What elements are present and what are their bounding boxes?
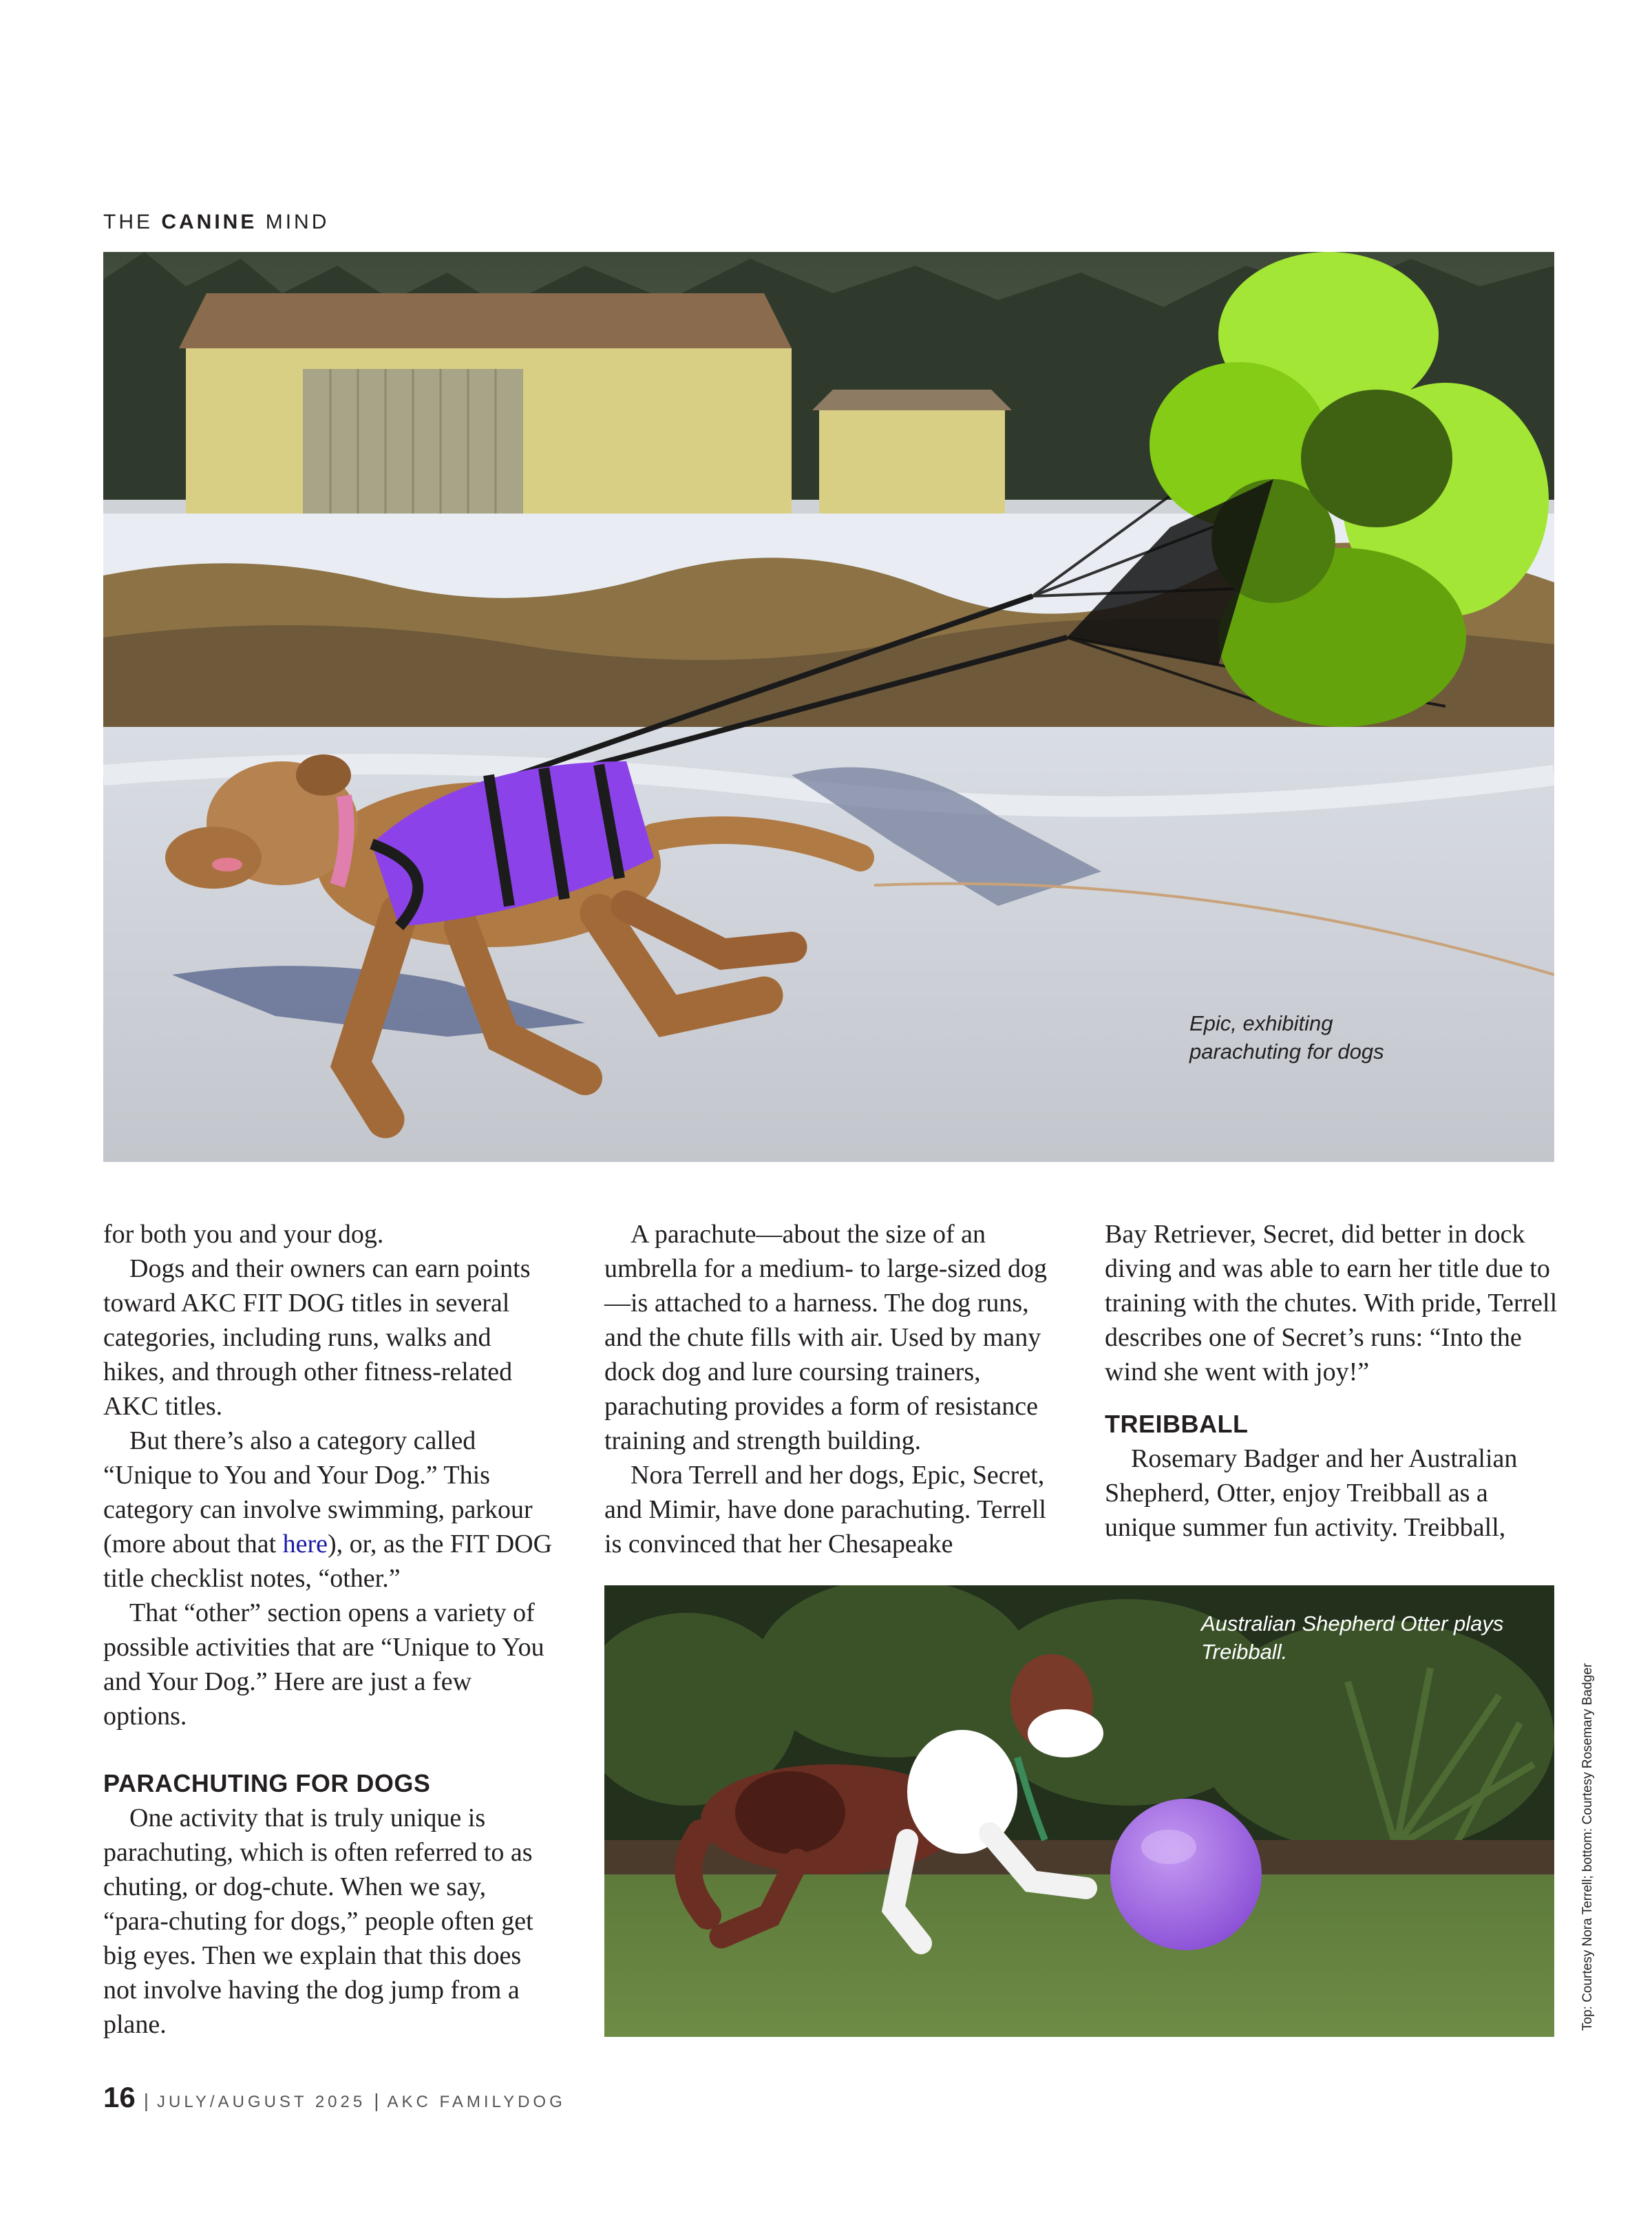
paragraph-text: ), or, as the FIT DOG title checklist notes, “other.” (103, 1530, 553, 1593)
section-heading-parachuting: PARACHUTING FOR DOGS (103, 1769, 431, 1797)
section-label-suffix: MIND (265, 211, 330, 233)
paragraph: Dogs and their owners can earn points toward AKC FIT DOG titles in several categories, including runs, walks and hikes, and through other fitness-related AKC titles. (103, 1254, 531, 1421)
top-caption-line-2: parachuting for dogs (1189, 1039, 1384, 1064)
photo-credit: Top: Courtesy Nora Terrell; bottom: Courtesy Rosemary Badger (1580, 1663, 1595, 2031)
paragraph: Bay Retriever, Secret, did better in dock diving and was able to earn her title due to training with the chutes. With pride, Terrell describes one of Secret’s runs: “Into the wind she went with joy!” (1105, 1220, 1558, 1386)
top-photo-caption (1189, 1009, 1479, 1066)
article-column-1 (103, 1217, 558, 2042)
footer-divider: | (374, 2090, 379, 2111)
section-label-bold: CANINE (161, 211, 257, 233)
here-link[interactable]: here (282, 1530, 328, 1558)
magazine-name: AKC FAMILYDOG (387, 2093, 566, 2111)
top-caption-line-1: Epic, exhibiting (1189, 1011, 1333, 1035)
paragraph: That “other” section opens a variety of possible activities that are “Unique to You and Your Dog.” Here are just a few options. (103, 1598, 544, 1731)
section-label-prefix: THE (103, 211, 153, 233)
footer-divider: | (143, 2090, 149, 2111)
article-column-2 (604, 1217, 1059, 1561)
paragraph: One activity that is truly unique is parachuting, which is often referred to as chuting, or dog-chute. When we say, “para-chuting for dogs,” people often get big eyes. Then we explain that this does not involve having the dog jump from a plane. (103, 1804, 533, 2039)
paragraph: Rosemary Badger and her Australian Shepherd, Otter, enjoy Treibball as a unique summer fun activity. Treibball, (1105, 1444, 1518, 1542)
bottom-caption-line-2: Treibball. (1201, 1640, 1288, 1664)
page-number: 16 (103, 2081, 136, 2113)
article-column-3 (1105, 1217, 1559, 1545)
issue-date: JULY/AUGUST 2025 (157, 2093, 366, 2111)
bottom-caption-line-1: Australian Shepherd Otter plays (1201, 1611, 1504, 1636)
paragraph-text: But there’s also a category called “Unique to You and Your Dog.” This category can involve swimming, parkour (more about that (103, 1426, 533, 1558)
paragraph: Nora Terrell and her dogs, Epic, Secret, and Mimir, have done parachuting. Terrell is convinced that her Chesapeake (604, 1461, 1046, 1558)
paragraph (103, 1424, 558, 1596)
page-footer (103, 2081, 566, 2122)
bottom-photo-caption (1201, 1609, 1559, 1666)
section-heading-treibball: TREIBBALL (1105, 1410, 1249, 1438)
paragraph: for both you and your dog. (103, 1220, 384, 1249)
section-label (103, 211, 329, 234)
paragraph: A parachute—about the size of an umbrella for a medium- to large-sized dog—is attached to a harness. The dog runs, and the chute fills with air. Used by many dock dog and lure coursing trainers, parachuting provides a form of resistance training and strength building. (604, 1220, 1047, 1455)
